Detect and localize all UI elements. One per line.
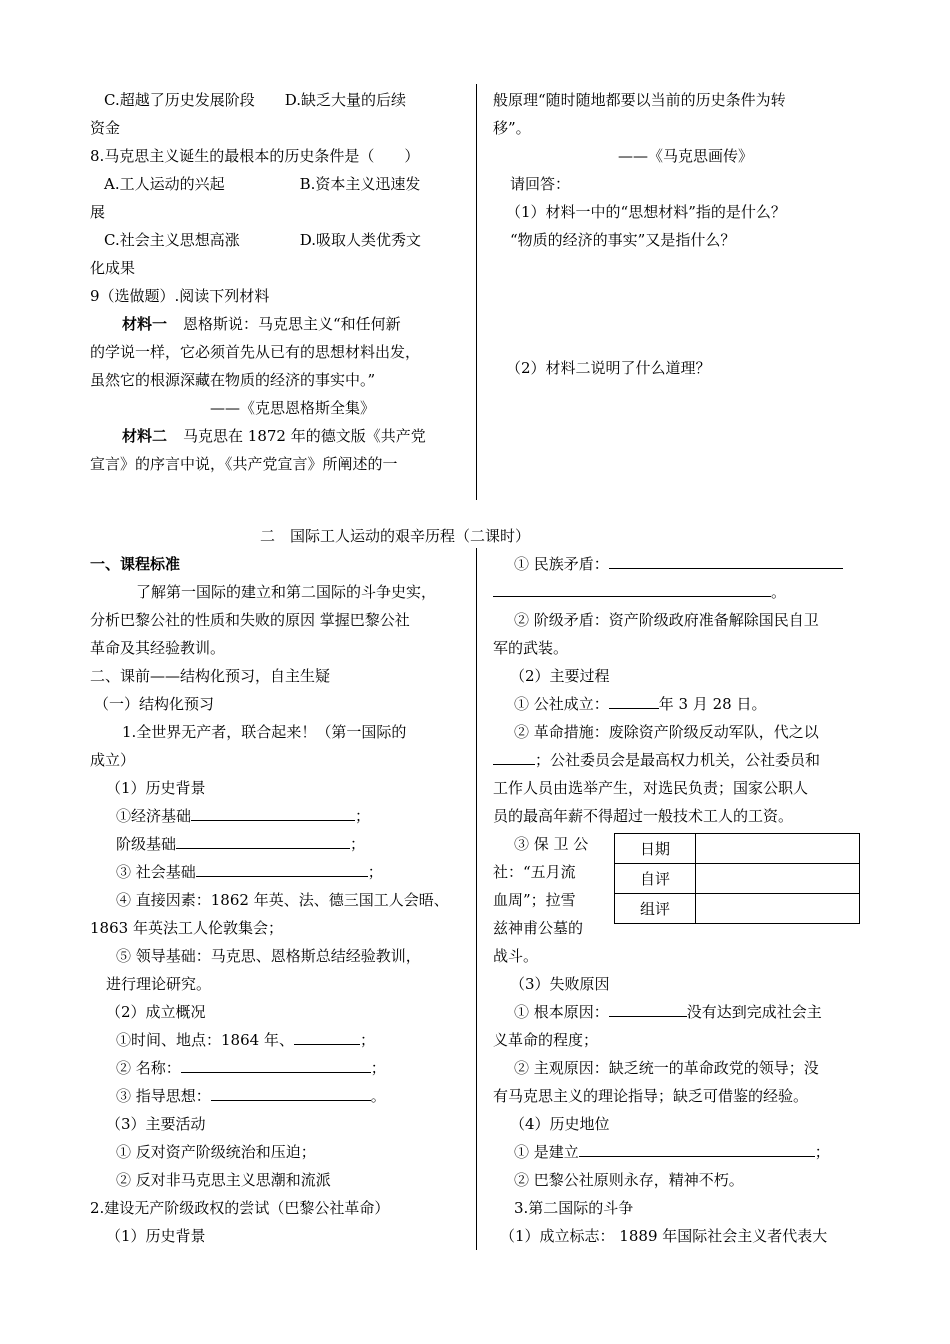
- revolution-measures-text: ；公社委员会是最高权力机关，公社委员和: [535, 751, 821, 769]
- standard-line2: 分析巴黎公社的性质和失败的原因 掌握巴黎公社: [90, 611, 410, 629]
- group-eval-label: 组评: [615, 894, 696, 924]
- name-label: ② 名称：: [116, 1059, 181, 1077]
- commune-founded-item: [514, 694, 766, 714]
- table-row: [615, 894, 860, 924]
- direct-cause-line2: 1863 年英法工人伦敦集会；: [90, 919, 283, 937]
- social-basis-blank[interactable]: [196, 862, 368, 877]
- time-place-label: ①时间、地点：1864 年、: [116, 1031, 294, 1049]
- root-cause-blank[interactable]: [609, 1002, 687, 1017]
- q7-options-line2: 资金: [90, 119, 121, 137]
- historical-status-label: ① 是建立: [514, 1143, 579, 1161]
- founding-overview-heading: （2）成立概况: [106, 1003, 206, 1021]
- material1-line1: [122, 314, 401, 334]
- historical-status-item1: [514, 1142, 830, 1162]
- main-activities-heading: （3）主要活动: [106, 1115, 206, 1133]
- material1-text: 恩格斯说：马克思主义“和任何新: [183, 315, 401, 333]
- subjective-cause-line2: 有马克思主义的理论指导；缺乏可借鉴的经验。: [493, 1087, 809, 1105]
- answer-prompt: 请回答：: [510, 175, 571, 193]
- national-conflict-item: [514, 554, 843, 574]
- material2-text: 马克思在 1872 年的德文版《共产党: [183, 427, 426, 445]
- guiding-thought-item: [116, 1086, 386, 1106]
- material2-line1: [122, 426, 426, 446]
- group-eval-cell[interactable]: [696, 894, 860, 924]
- direct-cause-line1: ④ 直接因素：1862 年英、法、德三国工人会晤、: [116, 891, 449, 909]
- topic1-title-line1: 1.全世界无产者，联合起来！（第一国际的: [122, 723, 407, 741]
- standard-line1: 了解第一国际的建立和第二国际的斗争史实，: [136, 583, 437, 601]
- material1-source: ——《克思恩格斯全集》: [210, 399, 376, 417]
- guiding-thought-blank[interactable]: [211, 1086, 371, 1101]
- material1-label: 材料一: [122, 315, 168, 333]
- social-basis-end: ；: [367, 863, 383, 881]
- defense-line4: 兹神甫公墓的: [493, 919, 584, 937]
- material2-line2: 宣言》的序言中说，《共产党宣言》所阐述的一: [90, 455, 398, 473]
- subjective-cause-line1: ② 主观原因：缺乏统一的革命政党的领导；没: [514, 1059, 819, 1077]
- name-end: ；: [370, 1059, 386, 1077]
- defense-line3: 血周”；拉雪: [493, 891, 576, 909]
- commune-founded-label: ① 公社成立：: [514, 695, 609, 713]
- topic2-background-heading: （1）历史背景: [106, 1227, 206, 1245]
- top-column-divider: [476, 84, 477, 500]
- table-row: [615, 834, 860, 864]
- name-blank[interactable]: [181, 1058, 371, 1073]
- section-title: 二 国际工人运动的艰辛历程（二课时）: [260, 527, 531, 545]
- historical-status-end: ；: [814, 1143, 830, 1161]
- question-2: （2）材料二说明了什么道理？: [506, 359, 711, 377]
- replacement-army-blank[interactable]: [493, 750, 535, 765]
- root-cause-label: ① 根本原因：: [514, 1003, 609, 1021]
- commune-year-blank[interactable]: [609, 694, 659, 709]
- q8-stem: 8.马克思主义诞生的最根本的历史条件是（ ）: [90, 147, 420, 165]
- q8-options-line1: A.工人运动的兴起 B.资本主义迅速发: [104, 175, 421, 193]
- material1-line3: 虽然它的根源深藏在物质的经济的事实中。”: [90, 371, 376, 389]
- topic1-title-line2: 成立）: [90, 751, 136, 769]
- revolution-measures-line3: 工作人员由选举产生，对选民负责；国家公职人: [493, 779, 809, 797]
- time-place-blank[interactable]: [294, 1030, 360, 1045]
- time-place-item: [116, 1030, 375, 1050]
- material2-source: ——《马克思画传》: [618, 147, 754, 165]
- historical-status-item2: ② 巴黎公社原则永存，精神不朽。: [514, 1171, 744, 1189]
- material2-cont-line2: 移”。: [493, 119, 531, 137]
- historical-status-heading: （4）历史地位: [510, 1115, 610, 1133]
- class-conflict-line2: 军的武装。: [493, 639, 569, 657]
- q8-options-line2: 展: [90, 203, 106, 221]
- historical-status-blank[interactable]: [579, 1142, 815, 1157]
- economic-basis-label: ①经济基础: [116, 807, 192, 825]
- name-item: [116, 1058, 386, 1078]
- leadership-line2: 进行理论研究。: [106, 975, 212, 993]
- defense-line2: 社：“五月流: [493, 863, 576, 881]
- material2-label: 材料二: [122, 427, 168, 445]
- date-cell[interactable]: [696, 834, 860, 864]
- economic-basis-item: [116, 806, 370, 826]
- class-basis-item: [116, 834, 365, 854]
- guiding-thought-end: 。: [370, 1087, 386, 1105]
- preview-heading: 二、课前——结构化预习，自主生疑: [90, 667, 331, 685]
- class-conflict-line1: ② 阶级矛盾：资产阶级政府准备解除国民自卫: [514, 611, 819, 629]
- economic-basis-end: ；: [355, 807, 371, 825]
- class-basis-blank[interactable]: [176, 834, 350, 849]
- evaluation-table: [614, 833, 860, 924]
- activity-2: ② 反对非马克思主义思潮和流派: [116, 1171, 331, 1189]
- date-label: 日期: [615, 834, 696, 864]
- q7-options-line1: C.超越了历史发展阶段 D.缺乏大量的后续: [104, 91, 406, 109]
- national-conflict-blank2[interactable]: [493, 582, 771, 597]
- revolution-measures-line1: ② 革命措施：废除资产阶级反动军队，代之以: [514, 723, 819, 741]
- class-basis-end: ；: [350, 835, 366, 853]
- failure-reasons-heading: （3）失败原因: [510, 975, 610, 993]
- structured-preview-heading: （一）结构化预习: [94, 695, 215, 713]
- root-cause-line2: 义革命的程度；: [493, 1031, 599, 1049]
- self-eval-cell[interactable]: [696, 864, 860, 894]
- leadership-line1: ⑤ 领导基础：马克思、恩格斯总结经验教训，: [116, 947, 421, 965]
- bottom-column-divider: [476, 548, 477, 1250]
- defense-line1: ③ 保 卫 公: [514, 835, 589, 853]
- question-1-line2: “物质的经济的事实”又是指什么？: [510, 231, 736, 249]
- topic3-title: 3.第二国际的斗争: [514, 1199, 634, 1217]
- course-standard-heading: 一、课程标准: [90, 555, 181, 573]
- q9-stem: 9（选做题）.阅读下列材料: [90, 287, 270, 305]
- self-eval-label: 自评: [615, 864, 696, 894]
- question-1-line1: （1）材料一中的“思想材料”指的是什么？: [506, 203, 786, 221]
- main-process-heading: （2）主要过程: [510, 667, 610, 685]
- commune-founded-date: 年 3 月 28 日。: [658, 695, 767, 713]
- standard-line3: 革命及其经验教训。: [90, 639, 226, 657]
- table-row: [615, 864, 860, 894]
- time-place-end: ；: [359, 1031, 375, 1049]
- q8-options-line4: 化成果: [90, 259, 136, 277]
- topic2-title: 2.建设无产阶级政权的尝试（巴黎公社革命）: [90, 1199, 390, 1217]
- q8-options-line3: C.社会主义思想高涨 D.吸取人类优秀文: [104, 231, 421, 249]
- activity-1: ① 反对资产阶级统治和压迫；: [116, 1143, 316, 1161]
- defense-line5: 战斗。: [493, 947, 539, 965]
- root-cause-text: 没有达到完成社会主: [686, 1003, 822, 1021]
- revolution-measures-line2: [493, 750, 820, 770]
- material1-line2: 的学说一样，它必须首先从已有的思想材料出发，: [90, 343, 421, 361]
- economic-basis-blank[interactable]: [191, 806, 355, 821]
- revolution-measures-line4: 员的最高年薪不得超过一般技术工人的工资。: [493, 807, 794, 825]
- background-heading: （1）历史背景: [106, 779, 206, 797]
- second-international-founding: （1）成立标志： 1889 年国际社会主义者代表大: [500, 1227, 828, 1245]
- national-conflict-blank[interactable]: [609, 554, 843, 569]
- guiding-thought-label: ③ 指导思想：: [116, 1087, 211, 1105]
- national-conflict-end: 。: [771, 583, 787, 601]
- social-basis-item: [116, 862, 383, 882]
- social-basis-label: ③ 社会基础: [116, 863, 196, 881]
- national-conflict-line2: [493, 582, 786, 602]
- root-cause-item: [514, 1002, 822, 1022]
- class-basis-label: 阶级基础: [116, 835, 177, 853]
- material2-cont-line1: 般原理“随时随地都要以当前的历史条件为转: [493, 91, 786, 109]
- national-conflict-label: ① 民族矛盾：: [514, 555, 609, 573]
